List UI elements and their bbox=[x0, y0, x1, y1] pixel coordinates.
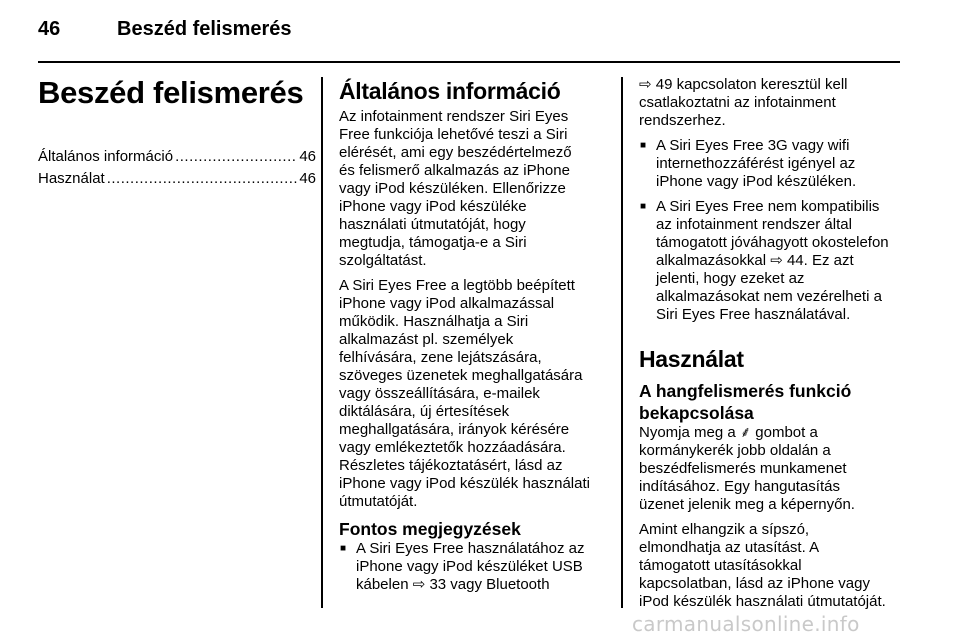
header-rule bbox=[38, 61, 900, 63]
toc-leader-dots bbox=[107, 168, 298, 190]
table-of-contents bbox=[38, 146, 316, 190]
bullet-list bbox=[639, 137, 901, 324]
bullet-square-icon: ■ bbox=[340, 543, 347, 554]
section-heading-usage: Használat bbox=[639, 346, 744, 372]
bullet-text: A Siri Eyes Free használatához az iPhone vagy iPod készüléket USB kábelen ⇨ 33 vagy Bluetooth bbox=[356, 540, 585, 593]
toc-leader-dots bbox=[175, 146, 297, 168]
subheading-activate-voice-recognition: A hangfelismerés funkció bekapcsolása bbox=[639, 381, 852, 423]
column-toc bbox=[38, 70, 316, 190]
column-divider bbox=[621, 77, 623, 608]
paragraph: A Siri Eyes Free a legtöbb beépített iPhone vagy iPod alkalmazással működik. Használhatja a Siri alkalmazást pl. személyek felhívására, zene lejátszására, szöveges üzenetek meghallgatására vagy összeállítására, e-mailek diktálására, új értesítések meghallgatására, irányok kérésére vagy emlékeztetők hozzáadására. Részletes tájékoztatásért, lásd az iPhone vagy iPod készülék használati útmutatóját. bbox=[339, 277, 590, 510]
subheading-important-notes: Fontos megjegyzések bbox=[339, 519, 521, 539]
bullet-item bbox=[639, 198, 901, 324]
page-number: 46 bbox=[38, 18, 61, 40]
chapter-title: Beszéd felismerés bbox=[38, 75, 304, 110]
toc-entry[interactable] bbox=[38, 146, 316, 168]
paragraph: Amint elhangzik a sípszó, elmondhatja az utasítást. A támogatott utasításokkal kapcsolatban, lásd az iPhone vagy iPod készülék használati útmutatóját. bbox=[639, 521, 886, 610]
bullet-text: A Siri Eyes Free nem kompatibilis az infotainment rendszer által támogatott jóváhagyott okostelefon alkalmazásokkal ⇨ 44. Ez azt jelenti, hogy ezeket az alkalmazásokat nem vezérelheti a Siri Eyes Free használatával. bbox=[656, 198, 889, 323]
toc-entry-page: 46 bbox=[299, 170, 316, 187]
toc-entry-label: Használat bbox=[38, 170, 105, 187]
toc-entry[interactable] bbox=[38, 168, 316, 190]
column-divider bbox=[321, 77, 323, 608]
section-heading-general-info: Általános információ bbox=[339, 78, 561, 104]
running-title: Beszéd felismerés bbox=[117, 18, 292, 40]
paragraph: Az infotainment rendszer Siri Eyes Free funkciója lehetővé teszi a Siri elérését, ami egy beszédértelmező és felismerő alkalmazás az iPhone vagy iPod készüléken. Ellenőrizze iPhone vagy iPod készüléke használati útmutatóját, hogy megtudja, támogatja-e a Siri szolgáltatást. bbox=[339, 108, 572, 269]
toc-entry-label: Általános információ bbox=[38, 148, 174, 165]
column-general-info bbox=[339, 70, 609, 601]
toc-entry-page: 46 bbox=[299, 148, 316, 165]
bullet-text: A Siri Eyes Free 3G vagy wifi internethozzáférést igényel az iPhone vagy iPod készüléken. bbox=[656, 137, 857, 190]
bullet-list bbox=[339, 540, 609, 594]
bullet-item bbox=[639, 137, 901, 191]
bullet-square-icon: ■ bbox=[640, 140, 647, 151]
watermark: carmanualsonline.info bbox=[632, 612, 860, 636]
paragraph: Nyomja meg a ⸙ gombot a kormánykerék jobb oldalán a beszédfelismerés munkamenet indításához. Egy hangutasítás üzenet jelenik meg a képernyőn. bbox=[639, 424, 855, 513]
column-usage bbox=[639, 76, 901, 618]
bullet-item bbox=[339, 540, 609, 594]
bullet-continuation: ⇨ 49 kapcsolaton keresztül kell csatlakoztatni az infotainment rendszerhez. bbox=[639, 76, 848, 129]
bullet-square-icon: ■ bbox=[640, 201, 647, 212]
